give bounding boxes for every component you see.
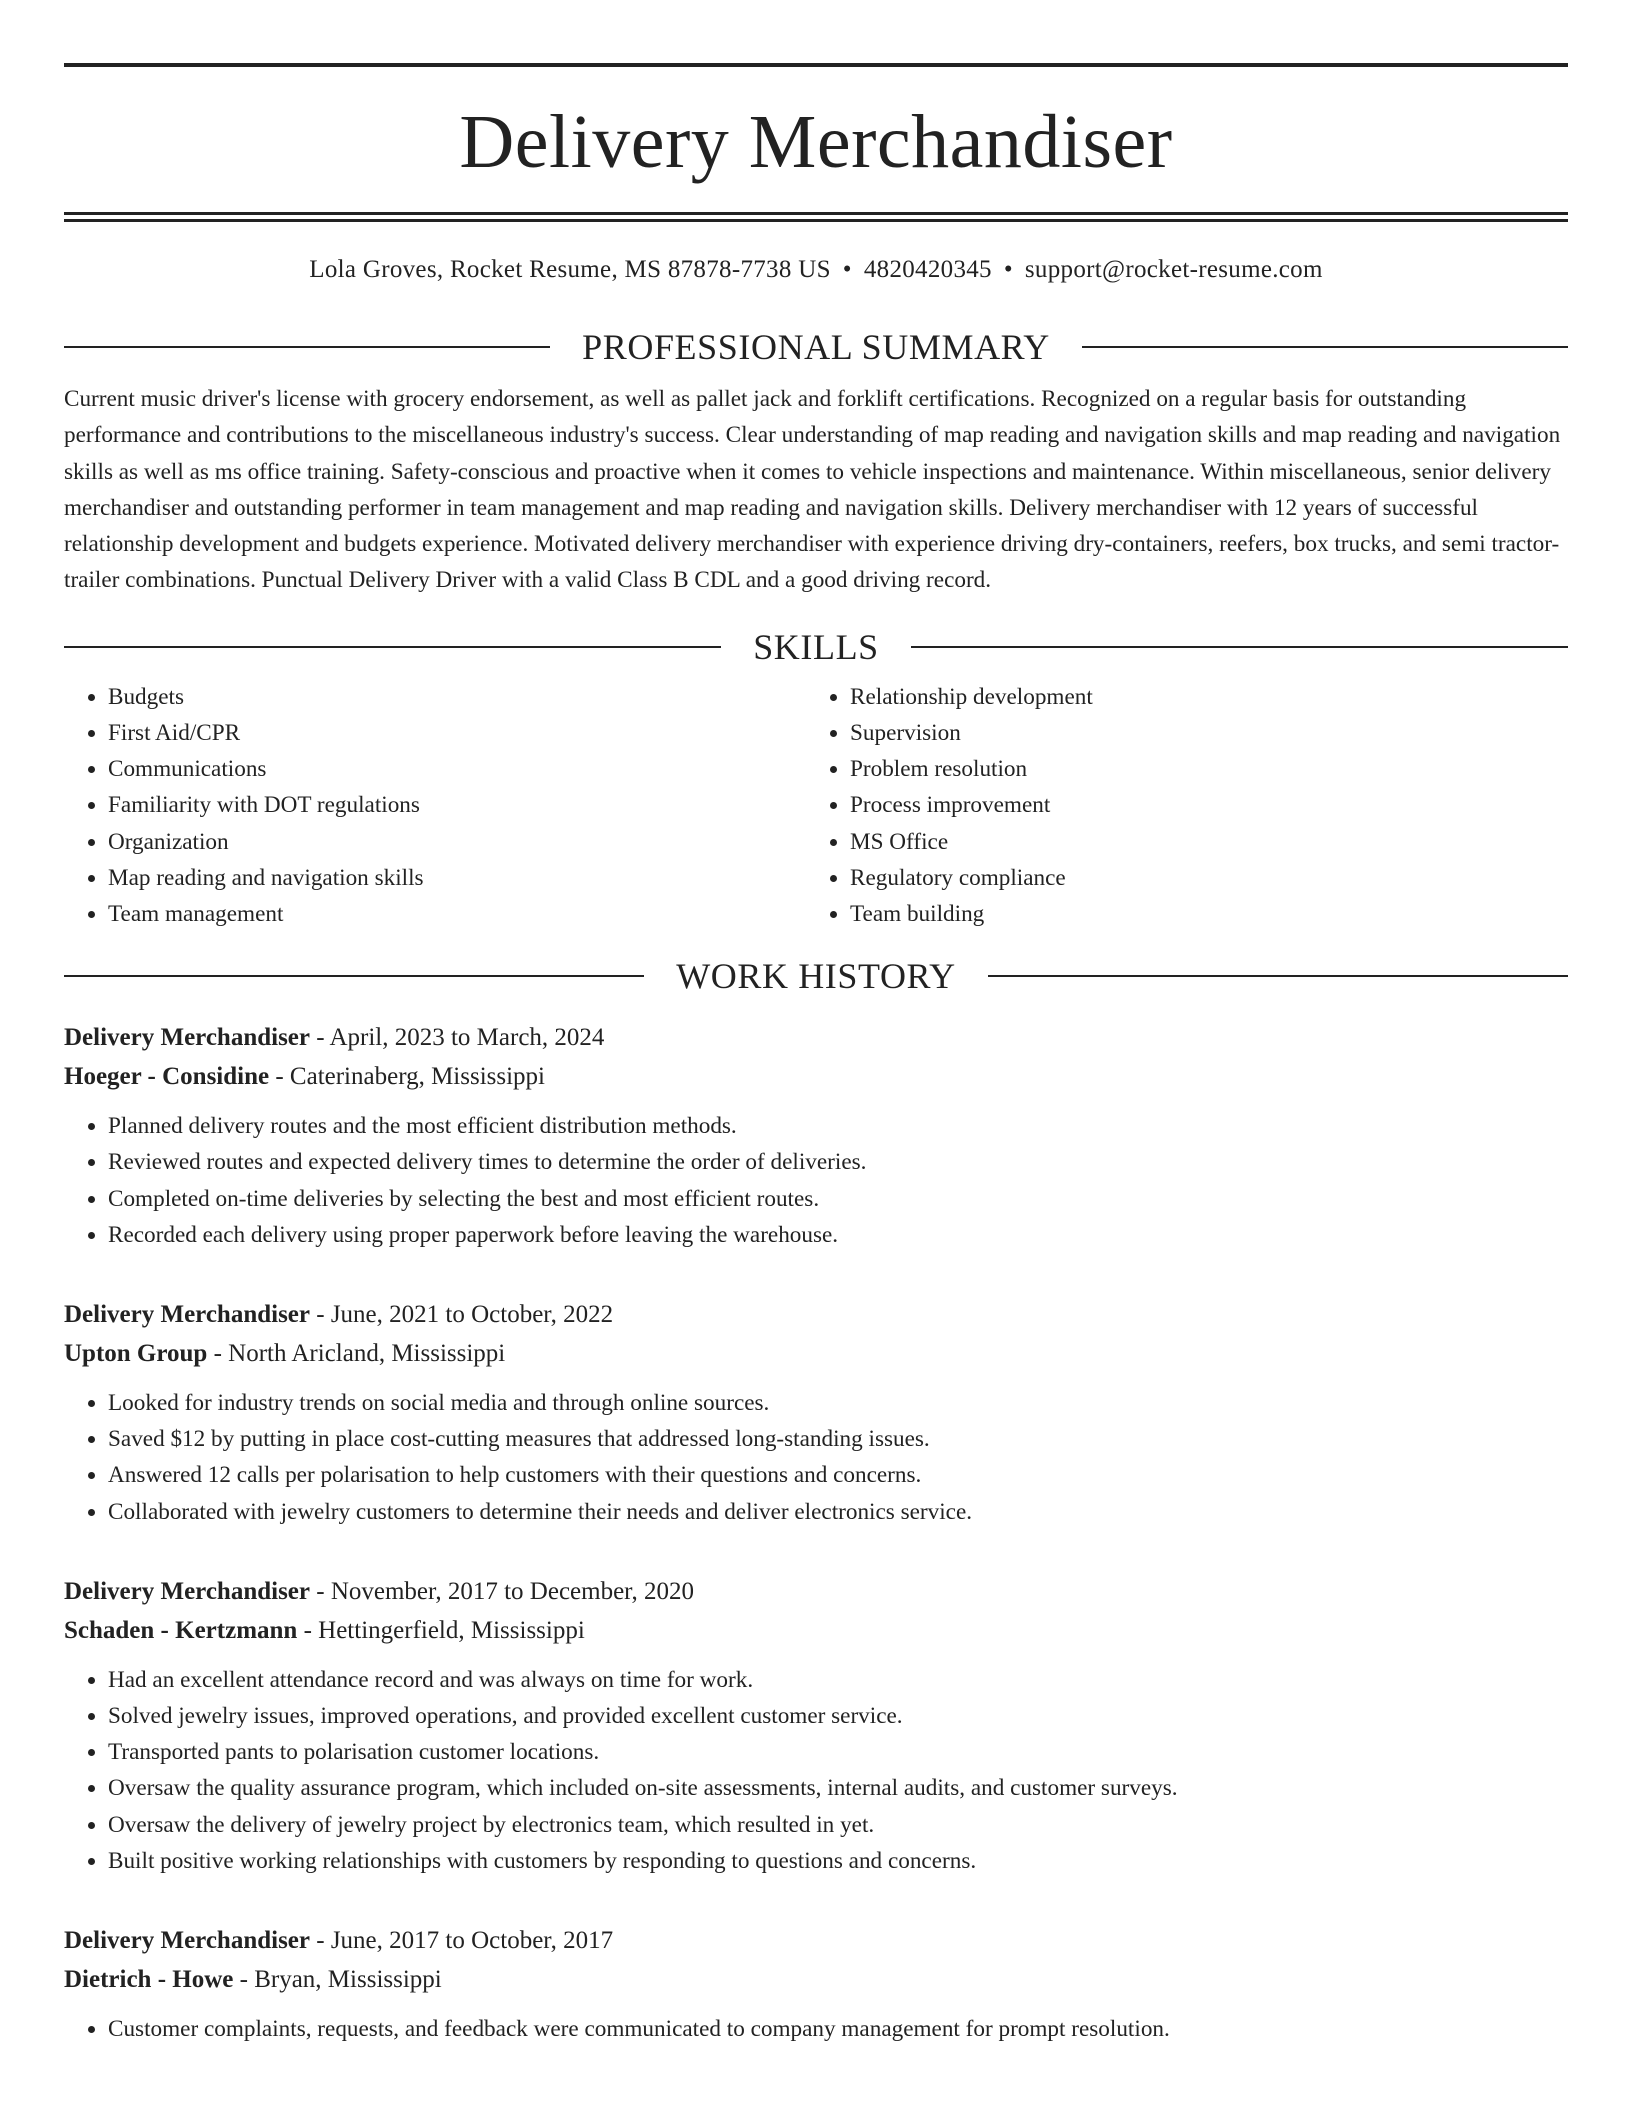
work-history-heading-label: WORK HISTORY — [676, 956, 956, 997]
job-bullets — [64, 2011, 1568, 2047]
skill-item: • Team management — [108, 896, 806, 932]
contact-email: support@rocket-resume.com — [1024, 256, 1323, 283]
skill-item: • Problem resolution — [850, 751, 1548, 787]
job-company-line — [64, 1960, 1568, 1999]
skills-heading-label: SKILLS — [753, 626, 879, 667]
job-bullet: • Reviewed routes and expected delivery times to determine the order of deliveries. — [108, 1144, 1568, 1180]
job-company: Dietrich - Howe — [64, 1966, 234, 1994]
job-title: Delivery Merchandiser — [64, 1024, 310, 1052]
job-dates: - June, 2021 to October, 2022 — [310, 1301, 614, 1329]
summary-heading-label: PROFESSIONAL SUMMARY — [582, 327, 1050, 367]
job-dates: - April, 2023 to March, 2024 — [310, 1024, 605, 1052]
skill-item: • Organization — [108, 824, 806, 860]
job-bullet: • Oversaw the quality assurance program, which included on-site assessments, internal audits, and customer surveys. — [108, 1770, 1568, 1806]
job-bullets — [64, 1385, 1568, 1530]
heading-rule-right — [911, 646, 1568, 648]
skill-item: • First Aid/CPR — [108, 715, 806, 751]
contact-line — [64, 255, 1568, 285]
job-bullet: • Solved jewelry issues, improved operations, and provided excellent customer service. — [108, 1698, 1568, 1734]
header-double-rule — [64, 212, 1568, 222]
job-company: Upton Group — [64, 1340, 208, 1368]
job-bullet: • Completed on-time deliveries by selecting the best and most efficient routes. — [108, 1181, 1568, 1217]
work-history-heading — [64, 954, 1568, 998]
job-bullet: • Built positive working relationships with customers by responding to questions and concerns. — [108, 1843, 1568, 1879]
job-dates: - November, 2017 to December, 2020 — [310, 1577, 694, 1605]
job-title-line — [64, 1921, 1568, 1960]
job-bullet: • Planned delivery routes and the most efficient distribution methods. — [108, 1108, 1568, 1144]
header-top-rule — [64, 63, 1568, 67]
job-title-line — [64, 1572, 1568, 1611]
skill-item: • Budgets — [108, 679, 806, 715]
skill-item: • Familiarity with DOT regulations — [108, 787, 806, 823]
job-location: - Bryan, Mississippi — [233, 1966, 442, 1994]
skills-column-right — [806, 679, 1548, 932]
job-bullet: • Answered 12 calls per polarisation to help customers with their questions and concerns. — [108, 1457, 1568, 1493]
job-bullet: • Recorded each delivery using proper paperwork before leaving the warehouse. — [108, 1217, 1568, 1253]
skill-item: • Regulatory compliance — [850, 860, 1548, 896]
contact-separator: • — [1003, 256, 1013, 283]
job-bullet: • Collaborated with jewelry customers to determine their needs and deliver electronics service. — [108, 1494, 1568, 1530]
job-title-line — [64, 1018, 1568, 1057]
job-location: - North Aricland, Mississippi — [207, 1340, 506, 1368]
skills-list — [64, 679, 1568, 932]
summary-heading — [64, 325, 1568, 369]
job-entry — [64, 1921, 1568, 2047]
job-title-line — [64, 1295, 1568, 1334]
job-bullets — [64, 1108, 1568, 1253]
job-bullet: • Customer complaints, requests, and feedback were communicated to company management for prompt resolution. — [108, 2011, 1568, 2047]
contact-phone: 4820420345 — [863, 256, 992, 283]
skill-item: • Communications — [108, 751, 806, 787]
heading-rule-left — [64, 646, 721, 648]
skills-column-left — [64, 679, 806, 932]
skill-item: • Process improvement — [850, 787, 1548, 823]
job-bullet: • Transported pants to polarisation customer locations. — [108, 1734, 1568, 1770]
skill-item: • Team building — [850, 896, 1548, 932]
job-location: - Caterinaberg, Mississippi — [269, 1063, 545, 1091]
candidate-name: Delivery Merchandiser — [459, 100, 1173, 184]
summary-text: Current music driver's license with grocery endorsement, as well as pallet jack and forklift certifications. Recognized on a regular basis for outstanding performance and contributions to the miscellaneous industry's success. Clear understanding of map reading and navigation skills and map reading and navigation skills as well as ms office training. Safety-conscious and proactive when it comes to vehicle inspections and maintenance. Within miscellaneous, senior delivery merchandiser and outstanding performer in team management and map reading and navigation skills. Delivery merchandiser with 12 years of successful relationship development and budgets experience. Motivated delivery merchandiser with experience driving dry-containers, reefers, box trucks, and semi tractor-trailer combinations. Punctual Delivery Driver with a valid Class B CDL and a good driving record. — [64, 386, 1561, 594]
skill-item: • Map reading and navigation skills — [108, 860, 806, 896]
job-title: Delivery Merchandiser — [64, 1301, 310, 1329]
job-bullet: • Saved $12 by putting in place cost-cutting measures that addressed long-standing issues. — [108, 1421, 1568, 1457]
heading-rule-left — [64, 346, 550, 348]
job-dates: - June, 2017 to October, 2017 — [310, 1927, 614, 1955]
skill-item: • Relationship development — [850, 679, 1548, 715]
job-entry — [64, 1018, 1568, 1253]
job-title: Delivery Merchandiser — [64, 1577, 310, 1605]
job-entry — [64, 1572, 1568, 1879]
contact-separator: • — [842, 256, 852, 283]
job-bullet: • Had an excellent attendance record and was always on time for work. — [108, 1662, 1568, 1698]
skills-heading — [64, 625, 1568, 669]
skill-item: • MS Office — [850, 824, 1548, 860]
job-location: - Hettingerfield, Mississippi — [297, 1616, 585, 1644]
job-company-line — [64, 1334, 1568, 1373]
job-bullet: • Oversaw the delivery of jewelry project by electronics team, which resulted in yet. — [108, 1807, 1568, 1843]
job-company-line — [64, 1057, 1568, 1096]
heading-rule-right — [1082, 346, 1568, 348]
job-company: Schaden - Kertzmann — [64, 1616, 298, 1644]
heading-rule-left — [64, 975, 644, 977]
job-title: Delivery Merchandiser — [64, 1927, 310, 1955]
job-company: Hoeger - Considine — [64, 1063, 270, 1091]
resume-page — [64, 0, 1568, 2047]
job-company-line — [64, 1611, 1568, 1650]
job-entry — [64, 1295, 1568, 1530]
heading-rule-right — [988, 975, 1568, 977]
skill-item: • Supervision — [850, 715, 1548, 751]
contact-address: Lola Groves, Rocket Resume, MS 87878-7738 US — [309, 256, 831, 283]
job-bullets — [64, 1662, 1568, 1879]
job-bullet: • Looked for industry trends on social media and through online sources. — [108, 1385, 1568, 1421]
